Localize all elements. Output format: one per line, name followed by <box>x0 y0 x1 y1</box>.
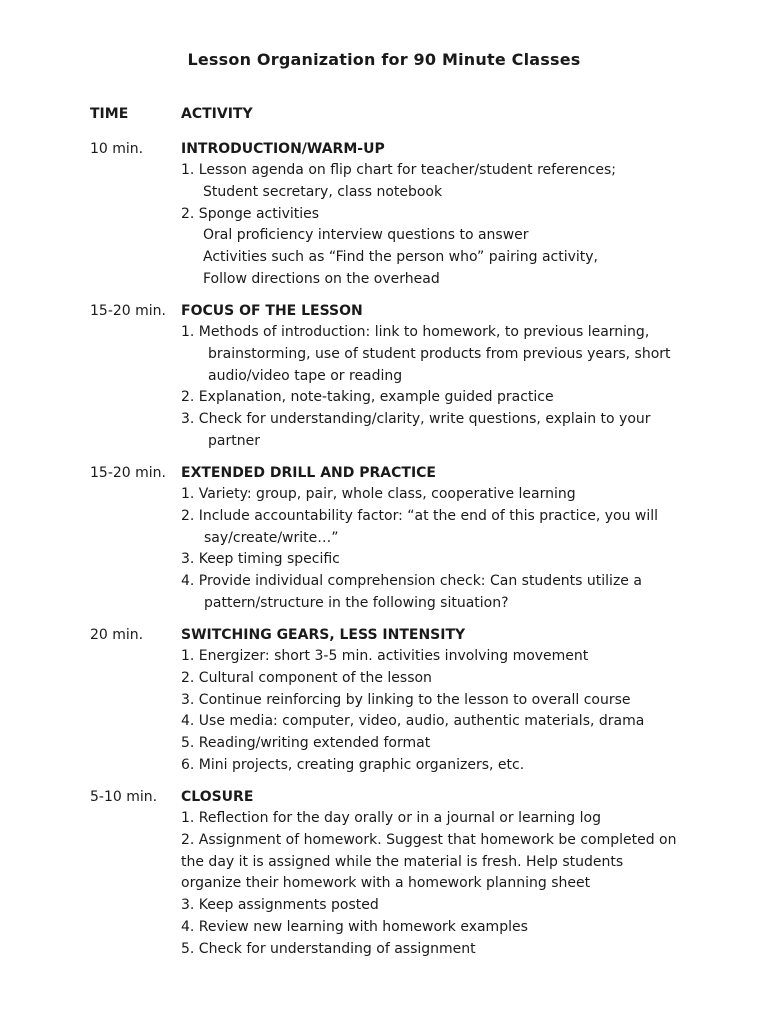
activity-line: say/create/write…” <box>204 529 339 546</box>
activity-line: 1. Lesson agenda on flip chart for teacher/student references; <box>181 162 616 178</box>
activity-line: 5. Reading/writing extended format <box>181 735 431 752</box>
activity-line: 2. Assignment of homework. Suggest that homework be completed on <box>181 831 677 848</box>
activity-line: Activities such as “Find the person who” pairing activity, <box>203 249 599 266</box>
activity-line: organize their homework with a homework planning sheet <box>181 875 591 892</box>
section-body <box>181 624 721 777</box>
activity-line: 2. Sponge activities <box>181 205 320 222</box>
activity-line: 4. Use media: computer, video, audio, authentic materials, drama <box>181 713 645 730</box>
activity-line: 5. Check for understanding of assignment <box>181 940 476 957</box>
activity-line: 4. Review new learning with homework examples <box>181 918 528 935</box>
activity-line: 2. Include accountability factor: “at the end of this practice, you will <box>181 507 659 524</box>
activity-line: 4. Provide individual comprehension check: Can students utilize a <box>181 573 642 590</box>
activity-line: 1. Energizer: short 3-5 min. activities involving movement <box>181 648 589 664</box>
section-heading: FOCUS OF THE LESSON <box>181 303 363 319</box>
activity-line: brainstorming, use of student products from previous years, short <box>208 345 671 362</box>
section-heading: INTRODUCTION/WARM-UP <box>181 141 385 157</box>
activity-line: 3. Check for understanding/clarity, write questions, explain to your <box>181 411 651 428</box>
activity-line: 1. Methods of introduction: link to homework, to previous learning, <box>181 324 650 340</box>
section-body <box>181 300 721 453</box>
activity-line: 6. Mini projects, creating graphic organizers, etc. <box>181 756 525 773</box>
section-time: 15-20 min. <box>90 303 166 319</box>
section-time: 15-20 min. <box>90 465 166 481</box>
activity-line: audio/video tape or reading <box>208 367 403 384</box>
section-time: 10 min. <box>90 141 144 157</box>
section-time: 20 min. <box>90 627 144 643</box>
activity-line: Oral proficiency interview questions to answer <box>203 227 529 244</box>
activity-line: 1. Reflection for the day orally or in a journal or learning log <box>181 810 601 826</box>
activity-line: 3. Keep timing specific <box>181 551 340 568</box>
section-body <box>181 462 721 615</box>
section-heading: CLOSURE <box>181 789 254 805</box>
activity-line: Follow directions on the overhead <box>203 270 440 287</box>
activity-line: partner <box>208 432 260 449</box>
section-time: 5-10 min. <box>90 789 158 805</box>
section-heading: SWITCHING GEARS, LESS INTENSITY <box>181 627 466 643</box>
activity-line: Student secretary, class notebook <box>203 183 443 200</box>
activity-line: 1. Variety: group, pair, whole class, cooperative learning <box>181 486 576 502</box>
section-body <box>181 138 721 291</box>
activity-line: the day it is assigned while the material is fresh. Help students <box>181 853 624 870</box>
page-title: Lesson Organization for 90 Minute Classes <box>187 50 581 69</box>
section-body <box>181 786 721 961</box>
activity-line: 3. Keep assignments posted <box>181 897 379 914</box>
activity-line: 2. Cultural component of the lesson <box>181 669 432 686</box>
activity-line: pattern/structure in the following situation? <box>204 594 509 611</box>
activity-column-header: ACTIVITY <box>181 106 253 122</box>
activity-line: 3. Continue reinforcing by linking to the lesson to overall course <box>181 691 631 708</box>
section-heading: EXTENDED DRILL AND PRACTICE <box>181 465 436 481</box>
activity-line: 2. Explanation, note-taking, example guided practice <box>181 389 554 406</box>
time-column-header: TIME <box>90 106 129 122</box>
